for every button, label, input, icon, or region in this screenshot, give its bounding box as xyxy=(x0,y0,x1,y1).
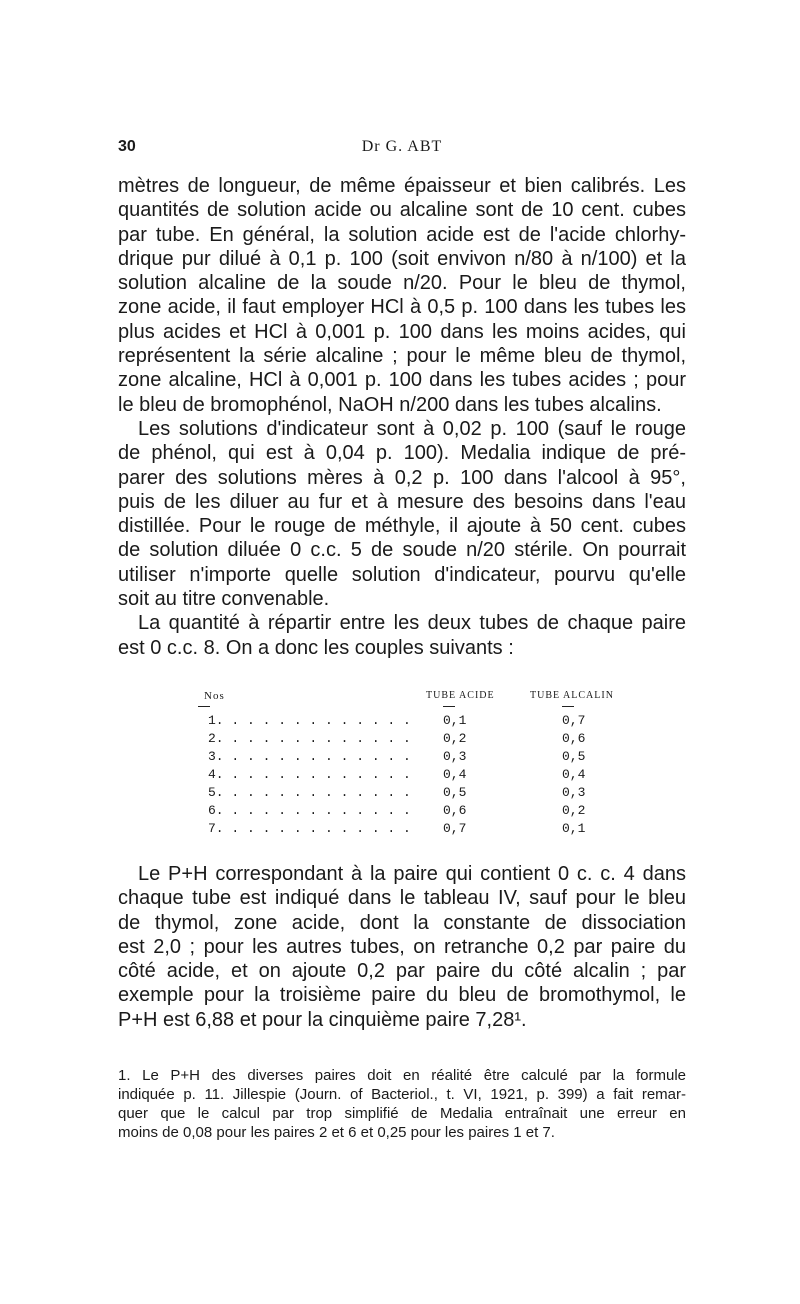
tube-alcalin-value: 0,4 xyxy=(562,767,586,782)
text-line: soit au titre convenable. xyxy=(118,588,330,611)
text-line: zone acide, il faut employer HCl à 0,5 p. 100 dans les tubes les xyxy=(118,296,686,319)
row-number: 6. . . . . . . . . . . . . xyxy=(208,803,411,818)
text-line: drique pur dilué à 0,1 p. 100 (soit envivon n/80 à n/100) et la xyxy=(118,247,686,270)
tube-acide-value: 0,7 xyxy=(443,821,467,836)
text-line: quantités de solution acide ou alcaline sont de 10 cent. cubes xyxy=(118,199,686,222)
column-header-nos: Nos xyxy=(204,690,225,702)
page-number: 30 xyxy=(118,138,136,155)
tube-alcalin-value: 0,2 xyxy=(562,803,586,818)
table-row xyxy=(198,712,648,730)
text-line: La quantité à répartir entre les deux tubes de chaque paire xyxy=(138,612,686,635)
table-row xyxy=(198,766,648,784)
row-number: 1. . . . . . . . . . . . . xyxy=(208,713,411,728)
paragraph-2 xyxy=(118,417,686,611)
table-row xyxy=(198,802,648,820)
tube-alcalin-value: 0,7 xyxy=(562,713,586,728)
row-number: 5. . . . . . . . . . . . . xyxy=(208,785,411,800)
text-line: parer des solutions mères à 0,2 p. 100 dans l'alcool à 95°, xyxy=(118,466,686,489)
text-line: zone alcaline, HCl à 0,001 p. 100 dans les tubes acides ; pour xyxy=(118,369,686,392)
tube-acide-value: 0,3 xyxy=(443,749,467,764)
text-line: représentent la série alcaline ; pour le même bleu de thymol, xyxy=(118,345,686,368)
footnote-line: quer que le calcul par trop simplifié de Medalia entraînait une erreur en xyxy=(118,1105,686,1122)
tube-acide-value: 0,6 xyxy=(443,803,467,818)
column-header-tube-alcalin: TUBE ALCALIN xyxy=(530,690,614,701)
tube-alcalin-value: 0,5 xyxy=(562,749,586,764)
text-line: de solution diluée 0 c.c. 5 de soude n/20 stérile. On pourrait xyxy=(118,539,686,562)
row-number: 4. . . . . . . . . . . . . xyxy=(208,767,411,782)
text-line: P+H est 6,88 et pour la cinquième paire 7,28¹. xyxy=(118,1008,527,1031)
column-header-tube-acide: TUBE ACIDE xyxy=(426,690,495,701)
text-line: chaque tube est indiqué dans le tableau IV, sauf pour le bleu xyxy=(118,887,686,910)
tube-acide-value: 0,5 xyxy=(443,785,467,800)
row-number: 7. . . . . . . . . . . . . xyxy=(208,821,411,836)
tube-acide-value: 0,2 xyxy=(443,731,467,746)
text-line: distillée. Pour le rouge de méthyle, il ajoute à 50 cent. cubes xyxy=(118,515,686,538)
text-line: de thymol, zone acide, dont la constante de dissociation xyxy=(118,911,686,934)
text-line: de phénol, qui est à 0,04 p. 100). Medalia indique de pré- xyxy=(118,442,686,465)
text-line: puis de les diluer au fur et à mesure des besoins dans l'eau xyxy=(118,490,686,513)
text-line: par tube. En général, la solution acide est de l'acide chlorhy- xyxy=(118,223,686,246)
text-line: solution alcaline de la soude n/20. Pour le bleu de thymol, xyxy=(118,272,686,295)
table-row xyxy=(198,748,648,766)
header-rule xyxy=(562,706,574,707)
page-header xyxy=(118,138,686,162)
header-rule xyxy=(198,706,210,707)
table-row xyxy=(198,820,648,838)
text-line: Le P+H correspondant à la paire qui contient 0 c. c. 4 dans xyxy=(138,863,686,885)
text-line: côté acide, et on ajoute 0,2 par paire du côté alcalin ; par xyxy=(118,960,686,983)
text-line: est 2,0 ; pour les autres tubes, on retranche 0,2 par paire du xyxy=(118,935,686,958)
tube-acide-value: 0,4 xyxy=(443,767,467,782)
footnote-line: indiquée p. 11. Jillespie (Journ. of Bacteriol., t. VI, 1921, p. 399) a fait remar- xyxy=(118,1086,686,1103)
paragraph-1 xyxy=(118,174,686,417)
footnote xyxy=(118,1066,686,1142)
text-line: utiliser n'importe quelle solution d'indicateur, pourvu qu'elle xyxy=(118,563,686,586)
tube-alcalin-value: 0,6 xyxy=(562,731,586,746)
text-line: Les solutions d'indicateur sont à 0,02 p. 100 (sauf le rouge xyxy=(138,417,686,440)
pairs-table xyxy=(198,690,648,838)
footnote-line: 1. Le P+H des diverses paires doit en réalité être calculé par la formule xyxy=(118,1067,686,1084)
paragraph-3 xyxy=(118,611,686,660)
footnote-line: moins de 0,08 pour les paires 2 et 6 et 0,25 pour les paires 1 et 7. xyxy=(118,1124,555,1141)
row-number: 2. . . . . . . . . . . . . xyxy=(208,731,411,746)
tube-acide-value: 0,1 xyxy=(443,713,467,728)
tube-alcalin-value: 0,3 xyxy=(562,785,586,800)
body-text xyxy=(118,174,686,660)
paragraph-4 xyxy=(118,862,686,1032)
table-header xyxy=(198,690,648,712)
row-number: 3. . . . . . . . . . . . . xyxy=(208,749,411,764)
text-line: mètres de longueur, de même épaisseur et bien calibrés. Les xyxy=(118,175,686,197)
text-line: exemple pour la troisième paire du bleu de bromothymol, le xyxy=(118,984,686,1007)
text-line: est 0 c.c. 8. On a donc les couples suivants : xyxy=(118,636,514,659)
table-row xyxy=(198,784,648,802)
text-line: le bleu de bromophénol, NaOH n/200 dans les tubes alcalins. xyxy=(118,393,662,416)
header-rule xyxy=(443,706,455,707)
running-title: Dr G. ABT xyxy=(361,138,443,155)
tube-alcalin-value: 0,1 xyxy=(562,821,586,836)
text-line: plus acides et HCl à 0,001 p. 100 dans les moins acides, qui xyxy=(118,320,686,343)
table-row xyxy=(198,730,648,748)
